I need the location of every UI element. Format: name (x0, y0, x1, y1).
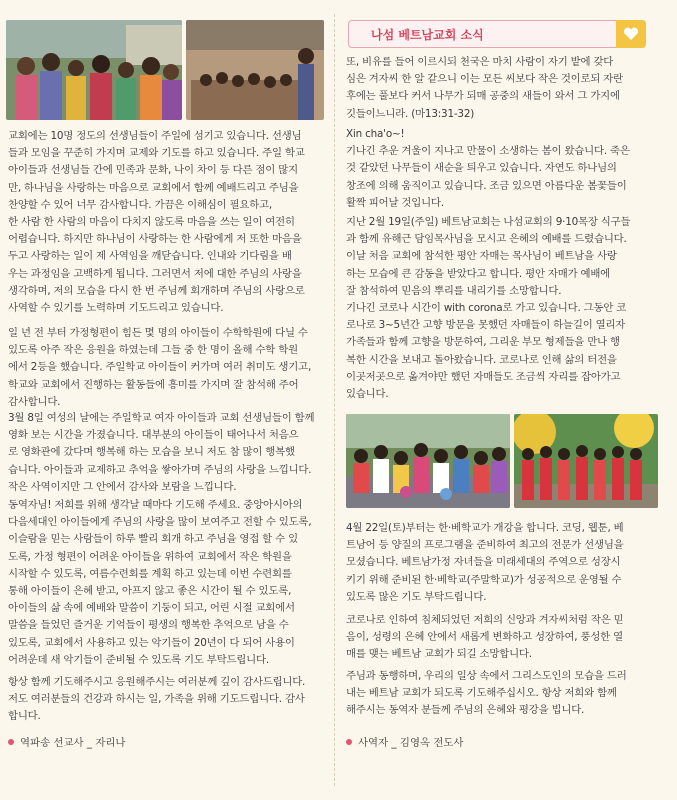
right-signature-text: 사역자 _ 김영옥 전도사 (358, 737, 464, 749)
right-paragraph-verse: 또, 비유를 들어 이르시되 천국은 마치 사람이 자기 밭에 갖다 심은 겨자씨 한 알 같으니 이는 모든 씨보다 작은 것이로되 자란 후에는 풀보다 커서 나무가 되매 공중의 새들이 와서 그 가지에 깃들이느니라. (마13:31-32) (346, 56, 623, 120)
heart-icon (623, 27, 639, 41)
left-photo-strip (6, 20, 324, 120)
right-signature (346, 734, 463, 749)
right-photo-strip (346, 414, 658, 508)
left-paragraph-4: 동역자님! 저희를 위해 생각날 때마다 기도해 주세요. 중앙아시아의 다음세대인 아이들에게 주님의 사랑을 많이 보여주고 전할 수 있도록, 이슬람을 믿는 사람들이 하루 빨리 회개 하고 주님을 영접 할 수 있 도록, 가정 형편이 어려운 아이들을 위하여 교회에서 작은 학원을 시작할 수 있도록, 여름수련회를 계획 하고 있는데 이번 수련회를 통해 아이들이 은혜 받고, 아프지 않고 좋은 시간이 될 수 있도록, 아이들의 삶 속에 예배와 말씀이 기둥이 되고, 어린 시절 교회에서 말씀을 들었던 즐거운 기억들이 평생의 행복한 추억으로 남을 수 있도록, 교회에서 사용하고 있는 악기들이 20년이 다 되어 사용이 어려운데 새 악기들이 준비될 수 있도록 기도 부탁드립니다. (8, 499, 312, 666)
left-paragraph-5: 항상 함께 기도해주시고 응원해주시는 여러분께 깊이 감사드립니다. 저도 여러분들의 건강과 하시는 일, 가족을 위해 기도드립니다. 감사 합니다. (8, 676, 306, 723)
column-divider (334, 14, 335, 786)
aodai-group-photo (514, 414, 658, 508)
children-group-photo (6, 20, 182, 120)
heart-badge (616, 20, 646, 48)
left-signature-text: 역파송 선교사 _ 자리나 (20, 737, 126, 749)
left-paragraph-3: 3월 8일 여성의 날에는 주일학교 여자 아이들과 교회 선생님들이 함께 영화 보는 시간을 가졌습니다. 대부분의 아이들이 태어나서 처음으 로 영화관에 갔다며 행복해 하는 모습을 보니 저도 참 많이 행복했 습니다. 아이들과 교제하고 추억을 쌓아가며 주님의 사랑을 느낍니다. 작은 사역이지만 그 안에서 감사와 보람을 느낍니다. (8, 412, 315, 493)
signature-bullet-icon (8, 739, 14, 745)
right-paragraph-greeting: Xin cha'o~! 기나긴 추운 겨울이 지나고 만물이 소생하는 봄이 왔습니다. 죽은 것 같았던 나무들이 새순을 틔우고 있습니다. 자연도 하나님의 창조에 의해 움직이고 있습니다. 조금 있으면 아름다운 봄꽃들이 활짝 피어날 것입니다. (346, 128, 630, 209)
right-paragraph-5: 코로나로 인하여 침체되었던 저희의 신앙과 겨자씨처럼 작은 믿 음이, 성령의 은혜 안에서 새롭게 변화하고 성장하여, 풍성한 열 매를 맺는 베트남 교회가 되길 소망합니다. (346, 614, 624, 661)
section-banner (348, 20, 646, 48)
right-paragraph-2: 지난 2월 19일(주일) 베트남교회는 나섬교회의 9·10목장 식구들 과 함께 유해근 담임목사님을 모시고 은혜의 예배를 드렸습니다. 이날 처음 교회에 참석한 평안 자매는 목사님이 베트남을 사랑 하는 모습에 큰 감동을 받았다고 합니다. 평안 자매가 예배에 잘 참석하여 믿음의 뿌리를 내리기를 소망합니다. (346, 216, 631, 297)
right-paragraph-3: 기나긴 코로나 시간이 with corona로 가고 있습니다. 그동안 코 로나로 3~5년간 고향 방문을 못했던 자매들이 하늘길이 열리자 가족들과 함께 고향을 방문하여, 그리운 부모 형제들을 만나 행 복한 시간을 보내고 돌아왔습니다. 코로나로 인해 삶의 터전을 이곳저곳으로 옮겨야만 했던 자매들도 조금씩 자리를 잡아가고 있습니다. (346, 302, 627, 401)
right-paragraph-4: 4월 22일(토)부터는 한·베학교가 개강을 합니다. 코딩, 웹툰, 베 트남어 등 양질의 프로그램을 준비하여 최고의 전문가 선생님을 모셨습니다. 베트남가정 자녀들을 미래세대의 주역으로 성장시 키기 위해 준비된 한·베학교(주말학교)가 성공적으로 운영될 수 있도록 많은 기도 부탁드립니다. (346, 522, 624, 603)
left-paragraph-2: 일 년 전 부터 가정형편이 힘든 몇 명의 아이들이 수학학원에 다닐 수 있도록 아주 작은 응원을 하였는데 그들 중 한 명이 올해 수학 학원 에서 2등을 했습니다. 주일학교 아이들이 커가며 여러 취미도 생기고, 학교와 교회에서 진행하는 활동들에 흥미를 가지며 잘 참석해 주어 감사합니다. (8, 327, 312, 408)
left-signature (8, 734, 125, 749)
group-heart-photo (346, 414, 510, 508)
left-paragraph-1: 교회에는 10명 정도의 선생님들이 주일에 섬기고 있습니다. 선생님 들과 모임을 꾸준히 가지며 교제와 기도를 하고 있습니다. 주일 학교 아이들과 선생님들 간에 민족과 문화, 나이 차이 등 다른 점이 많지 만, 하나님을 사랑하는 마음으로 교회에서 함께 예배드리고 주님을 찬양할 수 있어 너무 감사합니다. 가끔은 이해심이 필요하고, 한 사람 한 사람의 마음이 다치지 않도록 마음을 쓰는 일이 여전히 어렵습니다. 하지만 하나님이 사랑하는 한 사람에게 저 또한 마음을 두고 사랑하는 일이 제 사역임을 깨닫습니다. 인내와 기다림을 배 우는 과정임을 고백하게 됩니다. 그러면서 저에 대한 주님의 사랑을 생각하며, 저의 모습을 다시 한 번 주님께 회개하며 주님의 사랑으로 사역할 수 있기를 노력하며 기도드리고 있습니다. (8, 130, 305, 315)
signature-bullet-icon (346, 739, 352, 745)
classroom-photo (186, 20, 324, 120)
right-paragraph-6: 주님과 동행하며, 우리의 일상 속에서 그리스도인의 모습을 드러 내는 베트남 교회가 되도록 기도해주십시오. 항상 저희와 함께 해주시는 동역자 분들께 주님의 은혜와 평강을 빕니다. (346, 670, 627, 717)
banner-title: 나섬 베트남교회 소식 (371, 28, 484, 42)
